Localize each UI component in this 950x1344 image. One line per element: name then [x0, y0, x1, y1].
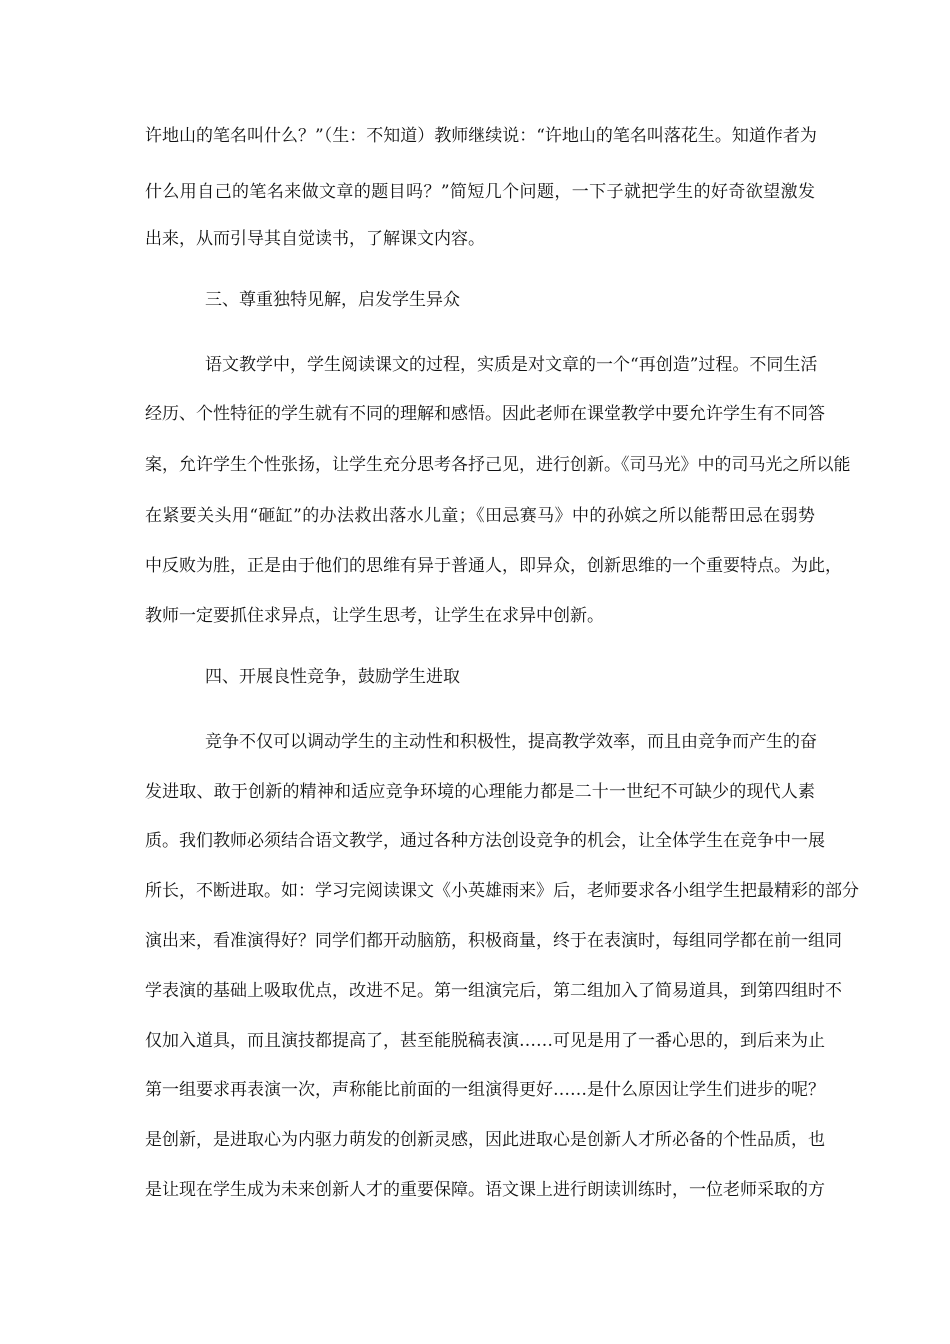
paragraph-line: 中反败为胜，正是由于他们的思维有异于普通人，即异众，创新思维的一个重要特点。为此， [145, 556, 842, 576]
paragraph-line: 学表演的基础上吸取优点，改进不足。第一组演完后，第二组加入了简易道具，到第四组时不 [145, 981, 842, 1001]
paragraph-line: 经历、个性特征的学生就有不同的理解和感悟。因此老师在课堂教学中要允许学生有不同答 [145, 404, 825, 424]
paragraph-line: 出来，从而引导其自觉读书，了解课文内容。 [145, 229, 485, 249]
paragraph-line: 是创新，是进取心为内驱力萌发的创新灵感，因此进取心是创新人才所必备的个性品质，也 [145, 1130, 825, 1150]
paragraph-line: 案，允许学生个性张扬，让学生充分思考各抒己见，进行创新。《司马光》中的司马光之所以能 [145, 455, 851, 475]
paragraph-line: 语文教学中，学生阅读课文的过程，实质是对文章的一个“再创造”过程。不同生活 [205, 355, 818, 375]
paragraph-line: 质。我们教师必须结合语文教学，通过各种方法创设竞争的机会，让全体学生在竞争中一展 [145, 831, 825, 851]
paragraph-line: 第一组要求再表演一次，声称能比前面的一组演得更好……是什么原因让学生们进步的呢？ [145, 1080, 825, 1100]
paragraph-line: 教师一定要抓住求异点，让学生思考，让学生在求异中创新。 [145, 606, 604, 626]
paragraph-line: 竞争不仅可以调动学生的主动性和积极性，提高教学效率，而且由竞争而产生的奋 [205, 732, 817, 752]
paragraph-line: 什么用自己的笔名来做文章的题目吗？”简短几个问题，一下子就把学生的好奇欲望激发 [145, 182, 815, 202]
paragraph-line: 发进取、敢于创新的精神和适应竞争环境的心理能力都是二十一世纪不可缺少的现代人素 [145, 782, 815, 802]
paragraph-line: 是让现在学生成为未来创新人才的重要保障。语文课上进行朗读训练时，一位老师采取的方 [145, 1180, 825, 1200]
paragraph-line: 在紧要关头用“砸缸”的办法救出落水儿童；《田忌赛马》中的孙嫔之所以能帮田忌在弱势 [145, 506, 815, 526]
section-heading: 三、尊重独特见解，启发学生异众 [205, 290, 460, 310]
paragraph-line: 演出来，看准演得好？同学们都开动脑筋，积极商量，终于在表演时，每组同学都在前一组同 [145, 931, 842, 951]
paragraph-line: 所长，不断进取。如：学习完阅读课文《小英雄雨来》后，老师要求各小组学生把最精彩的部分 [145, 881, 859, 901]
paragraph-line: 仅加入道具，而且演技都提高了，甚至能脱稿表演……可见是用了一番心思的，到后来为止 [145, 1031, 825, 1051]
section-heading: 四、开展良性竞争，鼓励学生进取 [205, 667, 460, 687]
paragraph-line: 许地山的笔名叫什么？”（生：不知道）教师继续说：“许地山的笔名叫落花生。知道作者为 [145, 126, 817, 146]
